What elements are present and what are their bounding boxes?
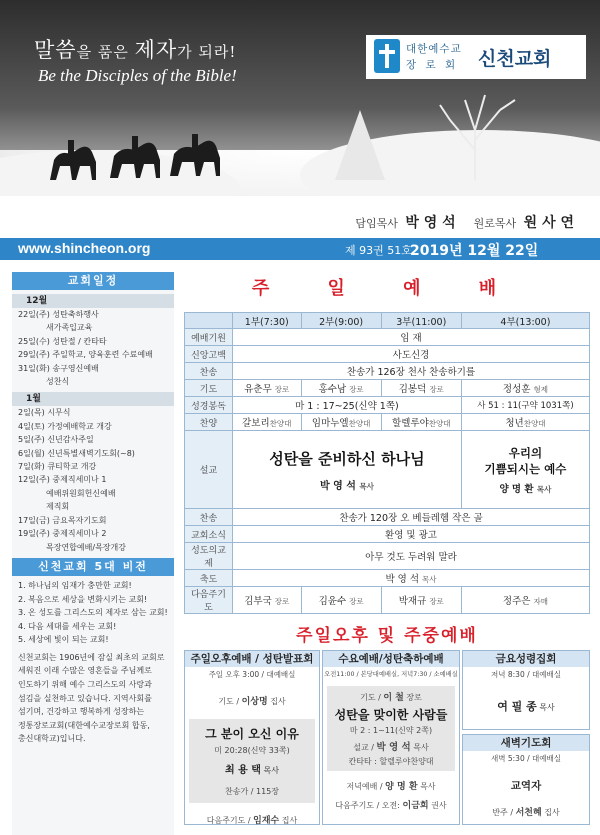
row-value: 임 재	[233, 329, 590, 346]
sunday-worship-title: 주 일 예 배	[251, 278, 523, 299]
scripture-4: 사 51 : 11(구약 1031쪽)	[461, 397, 589, 414]
camels-silhouette	[40, 120, 240, 190]
blessing-name: 박 영 석	[385, 574, 420, 585]
schedule-item: 25일(수) 성탄절 / 칸타타	[18, 336, 107, 346]
card-prayer: 기도 / 이 철 장로	[360, 693, 422, 703]
card-time: 새벽 5:30 / 대예배실	[491, 754, 561, 763]
prayer-name: 정성훈	[502, 384, 531, 395]
table-row: 기도 유춘무 장로 홍수남 장로 김봉덕 장로 정성훈 형제	[185, 380, 590, 397]
month-label: 1월	[12, 392, 174, 406]
pine-tree-icon	[330, 110, 390, 190]
elder-pastor-label: 원로목사	[473, 217, 517, 230]
table-header-row	[185, 313, 590, 329]
sunday-afternoon-card	[184, 650, 320, 825]
schedule-item: 예배위원회헌신예배	[46, 488, 116, 498]
schedule-title: 교회일정	[12, 272, 174, 290]
row-value: 아무 것도 두려워 말라	[233, 543, 590, 570]
row-label: 성경봉독	[185, 397, 233, 414]
schedule-item: 22일(주) 성탄축하행사	[18, 310, 99, 319]
wednesday-card	[322, 650, 460, 825]
next-prayer-name: 김윤수	[318, 596, 347, 607]
history-line: 인도하기 위해 예수 그리스도의 사랑과	[18, 680, 152, 690]
row-label: 축도	[185, 570, 233, 587]
card-title: 금요성령집회	[463, 651, 589, 667]
evening-worship-title: 주일오후 및 주중예배	[296, 626, 478, 646]
pastor-line	[0, 196, 600, 238]
table-row	[185, 363, 590, 380]
schedule-item: 29일(주) 주일학교, 양육훈련 수료예배	[18, 350, 153, 360]
hero-banner	[0, 0, 600, 196]
choir-name: 청년	[505, 418, 524, 429]
history-line: 세워진 이래 수많은 영혼들을 주님께로	[18, 666, 152, 676]
card-scripture: 미 20:28(신약 33쪽)	[214, 746, 290, 755]
schedule-item: 5일(주) 신년감사주일	[18, 435, 94, 445]
service-column-1: 1부(7:30)	[233, 313, 302, 329]
prayer-name: 홍수남	[318, 384, 347, 395]
card-time: 저녁 8:30 / 대예배실	[491, 670, 561, 679]
vision-title: 신천교회 5대 비전	[12, 558, 174, 576]
card-scripture: 마 2 : 1~11(신약 2쪽)	[349, 726, 433, 735]
table-row	[185, 543, 590, 570]
choir-name: 갈보리	[242, 418, 270, 429]
bare-tree-icon	[420, 80, 530, 180]
schedule-item: 제직회	[46, 502, 70, 512]
schedule-item: 19일(주) 중제직세미나 2	[18, 529, 107, 539]
table-row	[185, 329, 590, 346]
row-value: 찬송가 120장 오 베들레헴 작은 골	[233, 509, 590, 526]
vision-item: 5. 세상에 빛이 되는 교회!	[18, 635, 109, 645]
table-row	[185, 346, 590, 363]
table-row	[185, 509, 590, 526]
row-label: 찬송	[185, 363, 233, 380]
history-line: 신천교회는 1906년에 잠실 최초의 교회로	[18, 652, 165, 662]
card-host: 반주 / 서천혜 집사	[492, 808, 560, 818]
evening-worship-section	[184, 650, 590, 825]
sidebar	[12, 272, 174, 835]
vision-item: 2. 복음으로 세상을 변화시키는 교회!	[18, 594, 148, 604]
card-time: 오전11:00 / 본당대예배실, 저녁7:30 / 소예배실	[324, 671, 458, 678]
denomination-line-2: 장 로 회	[406, 59, 459, 71]
card-sermon-title: 그 분이 오신 이유	[205, 727, 299, 741]
choir-name: 임마누엘	[311, 418, 349, 429]
schedule-item: 12일(주) 중제직세미나 1	[18, 475, 107, 485]
row-label: 예배기원	[185, 329, 233, 346]
schedule-item: 4일(토) 가정예배학교 개강	[18, 421, 112, 431]
card-next-prayer: 다음주기도 / 임재수 집사	[206, 816, 298, 826]
card-preacher: 여 필 종 목사	[497, 700, 555, 713]
table-row: 다음주기도 김부국 장로 김윤수 장로 박재규 장로 정주은 자매	[185, 587, 590, 614]
history-line: 정통장로교회(대한예수교장로회 합동,	[18, 720, 150, 730]
pastor-name: 박 영 석	[405, 215, 456, 231]
schedule-item: 새가족입교육	[46, 323, 93, 333]
issue-number: 제 93권 51호	[345, 244, 412, 257]
schedule-item: 7일(화) 큐티학교 개강	[18, 462, 97, 472]
prayer-name: 유춘무	[244, 384, 272, 395]
service-column-3: 3부(11:00)	[381, 313, 461, 329]
schedule-item: 6일(월) 신년특별새벽기도회(~8)	[18, 448, 135, 458]
scripture-main: 마 1 : 17~25(신약 1쪽)	[233, 397, 462, 414]
card-preacher: 교역자	[510, 780, 542, 792]
row-label: 다음주기도	[185, 587, 233, 614]
schedule-item: 31일(화) 송구영신예배	[18, 363, 99, 373]
website-link[interactable]: www.shincheon.org	[18, 240, 151, 256]
church-name: 신천교회	[478, 48, 552, 70]
elder-pastor-name: 원 사 연	[523, 215, 574, 231]
church-logo	[366, 35, 586, 79]
cross-icon	[374, 39, 400, 73]
row-label: 성도의교제	[185, 543, 233, 570]
pastor-label: 담임목사	[355, 217, 398, 230]
prayer-name: 김봉덕	[398, 384, 427, 395]
card-preacher: 설교 / 박 영 석 목사	[353, 742, 429, 753]
sermon-title: 성탄을 준비하신 하나님	[269, 449, 425, 468]
friday-card	[462, 650, 590, 730]
row-label: 찬양	[185, 414, 233, 431]
table-row	[185, 397, 590, 414]
card-time: 주일 오후 3:00 / 대예배실	[208, 670, 296, 679]
card-hymn: 찬송가 / 115장	[225, 787, 279, 796]
card-evening-preacher: 저녁예배 / 양 명 환 목사	[346, 782, 436, 792]
next-prayer-name: 정주은	[502, 596, 531, 607]
vision-item: 1. 하나님의 임재가 충만한 교회!	[18, 580, 132, 590]
row-value: 사도신경	[233, 346, 590, 363]
schedule-item: 성찬식	[46, 377, 70, 387]
worship-table	[184, 312, 590, 614]
history-line: 섬김을 실천하고 있습니다. 지역사회를	[18, 693, 152, 703]
sermon-preacher: 박 영 석	[319, 480, 356, 492]
url-bar	[0, 238, 600, 260]
vision-item: 3. 온 성도를 그리스도의 제자로 삼는 교회!	[18, 608, 168, 618]
row-label: 신앙고백	[185, 346, 233, 363]
row-label: 기도	[185, 380, 233, 397]
row-value: 환영 및 광고	[233, 526, 590, 543]
row-value: 찬송가 126장 천사 찬송하기를	[233, 363, 590, 380]
table-row	[185, 526, 590, 543]
history-line: 총신대학교)입니다.	[18, 734, 86, 744]
history-line: 섬기며, 건강하고 행복하게 성장하는	[18, 707, 145, 717]
slogan-english: Be the Disciples of the Bible!	[38, 66, 237, 85]
table-row: 찬양 갈보리찬양대 임마누엘찬양대 할렐루야찬양대 청년찬양대	[185, 414, 590, 431]
card-title: 주일오후예배 / 성탄발표회	[185, 651, 319, 667]
next-prayer-name: 박재규	[398, 596, 427, 607]
choir-name: 할렐루야	[392, 418, 429, 429]
row-label: 찬송	[185, 509, 233, 526]
dawn-prayer-card	[462, 734, 590, 825]
slogan-korean: 말씀을 품은 제자가 되라!	[34, 38, 237, 62]
card-title: 수요예배/성탄축하예배	[323, 651, 459, 667]
card-title: 새벽기도회	[463, 735, 589, 751]
sermon-4-preacher: 양 명 환	[499, 483, 534, 495]
row-label: 설교	[185, 431, 233, 509]
next-prayer-name: 김부국	[244, 596, 272, 607]
sermon-box	[189, 719, 315, 803]
schedule-item: 2일(목) 시무식	[18, 408, 71, 418]
service-column-2: 2부(9:00)	[301, 313, 381, 329]
table-row: 축도 박 영 석 목사	[185, 570, 590, 587]
table-row: 설교 성탄을 준비하신 하나님 박 영 석 목사 우리의 기쁨되시는 예수 양 명 환 목사	[185, 431, 590, 509]
service-column-4: 4부(13:00)	[461, 313, 589, 329]
schedule-item: 17일(금) 금요목자기도회	[18, 515, 107, 525]
sermon-4-title-1: 우리의	[508, 445, 543, 460]
vision-item: 4. 다음 세대를 세우는 교회!	[18, 621, 117, 631]
sunday-worship-section	[184, 272, 590, 614]
row-label: 교회소식	[185, 526, 233, 543]
card-sermon-title: 성탄을 맞이한 사람들	[334, 708, 448, 722]
bulletin-date: 2019년 12월 22일	[410, 243, 539, 259]
card-cantata: 칸타타 : 할렐루야찬양대	[348, 757, 434, 766]
month-label: 12월	[12, 294, 174, 308]
sermon-box	[327, 686, 455, 771]
card-next-prayer: 다음주기도 / 오전: 이금희 권사	[335, 801, 447, 811]
card-preacher: 최 용 택 목사	[225, 765, 279, 776]
schedule-item: 목장연합예배/목장개강	[46, 542, 126, 552]
sermon-4-title-2: 기쁨되시는 예수	[484, 461, 567, 476]
card-prayer: 기도 / 이상명 집사	[218, 697, 286, 707]
denomination-line-1: 대한예수교	[406, 43, 462, 55]
